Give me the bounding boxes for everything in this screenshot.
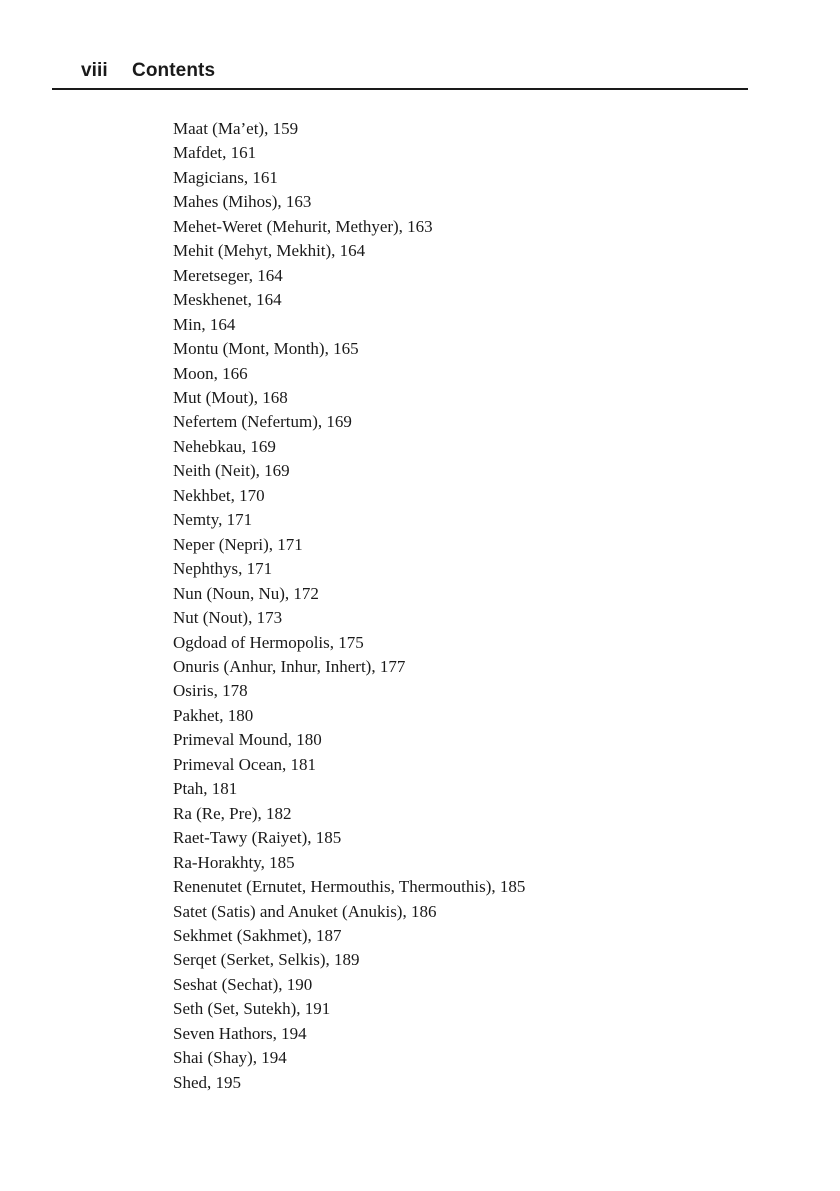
contents-entry: Serqet (Serket, Selkis), 189 — [173, 950, 360, 970]
contents-entry: Mahes (Mihos), 163 — [173, 192, 312, 212]
contents-entry: Meretseger, 164 — [173, 265, 283, 285]
contents-entry: Montu (Mont, Month), 165 — [173, 339, 359, 359]
contents-entry: Nehebkau, 169 — [173, 436, 276, 456]
contents-entry: Neper (Nepri), 171 — [173, 534, 303, 554]
contents-entry: Mehet-Weret (Mehurit, Methyer), 163 — [173, 216, 433, 236]
contents-entry: Mut (Mout), 168 — [173, 387, 288, 407]
contents-entry: Raet-Tawy (Raiyet), 185 — [173, 828, 342, 848]
contents-entry: Nekhbet, 170 — [173, 485, 265, 505]
contents-entry: Renenutet (Ernutet, Hermouthis, Thermouthis), 185 — [173, 877, 526, 897]
contents-entry: Magicians, 161 — [173, 167, 278, 187]
contents-entry: Meskhenet, 164 — [173, 290, 282, 310]
contents-list — [173, 117, 525, 1095]
contents-entry: Maat (Ma’et), 159 — [173, 119, 299, 138]
contents-entry: Min, 164 — [173, 314, 236, 334]
contents-entry: Seven Hathors, 194 — [173, 1023, 307, 1043]
contents-entry: Seth (Set, Sutekh), 191 — [173, 999, 331, 1019]
contents-entry: Ra (Re, Pre), 182 — [173, 803, 292, 823]
running-header — [81, 60, 215, 86]
contents-entry: Neith (Neit), 169 — [173, 461, 290, 481]
contents-entry: Pakhet, 180 — [173, 705, 254, 725]
contents-entry: Nun (Noun, Nu), 172 — [173, 583, 319, 603]
contents-entry: Ptah, 181 — [173, 779, 238, 799]
contents-entry: Mehit (Mehyt, Mekhit), 164 — [173, 241, 366, 261]
contents-entry: Seshat (Sechat), 190 — [173, 974, 313, 994]
contents-entry: Shed, 195 — [173, 1072, 241, 1092]
contents-entry: Primeval Ocean, 181 — [173, 754, 317, 774]
contents-entry: Ogdoad of Hermopolis, 175 — [173, 632, 364, 652]
contents-entry: Sekhmet (Sakhmet), 187 — [173, 925, 342, 945]
contents-entry: Nefertem (Nefertum), 169 — [173, 412, 352, 432]
header-rule — [52, 88, 748, 90]
contents-entry: Ra-Horakhty, 185 — [173, 852, 295, 872]
contents-entry: Nephthys, 171 — [173, 559, 273, 579]
contents-entry: Shai (Shay), 194 — [173, 1048, 287, 1068]
contents-entry: Onuris (Anhur, Inhur, Inhert), 177 — [173, 656, 406, 676]
contents-entry: Nemty, 171 — [173, 510, 253, 530]
contents-entry: Primeval Mound, 180 — [173, 730, 322, 750]
contents-entry: Osiris, 178 — [173, 681, 248, 701]
contents-entry: Moon, 166 — [173, 363, 248, 383]
running-title: Contents — [132, 60, 216, 81]
contents-entry: Satet (Satis) and Anuket (Anukis), 186 — [173, 901, 437, 921]
page-number: viii — [81, 60, 108, 81]
contents-entry: Nut (Nout), 173 — [173, 608, 283, 628]
contents-entry: Mafdet, 161 — [173, 143, 257, 163]
